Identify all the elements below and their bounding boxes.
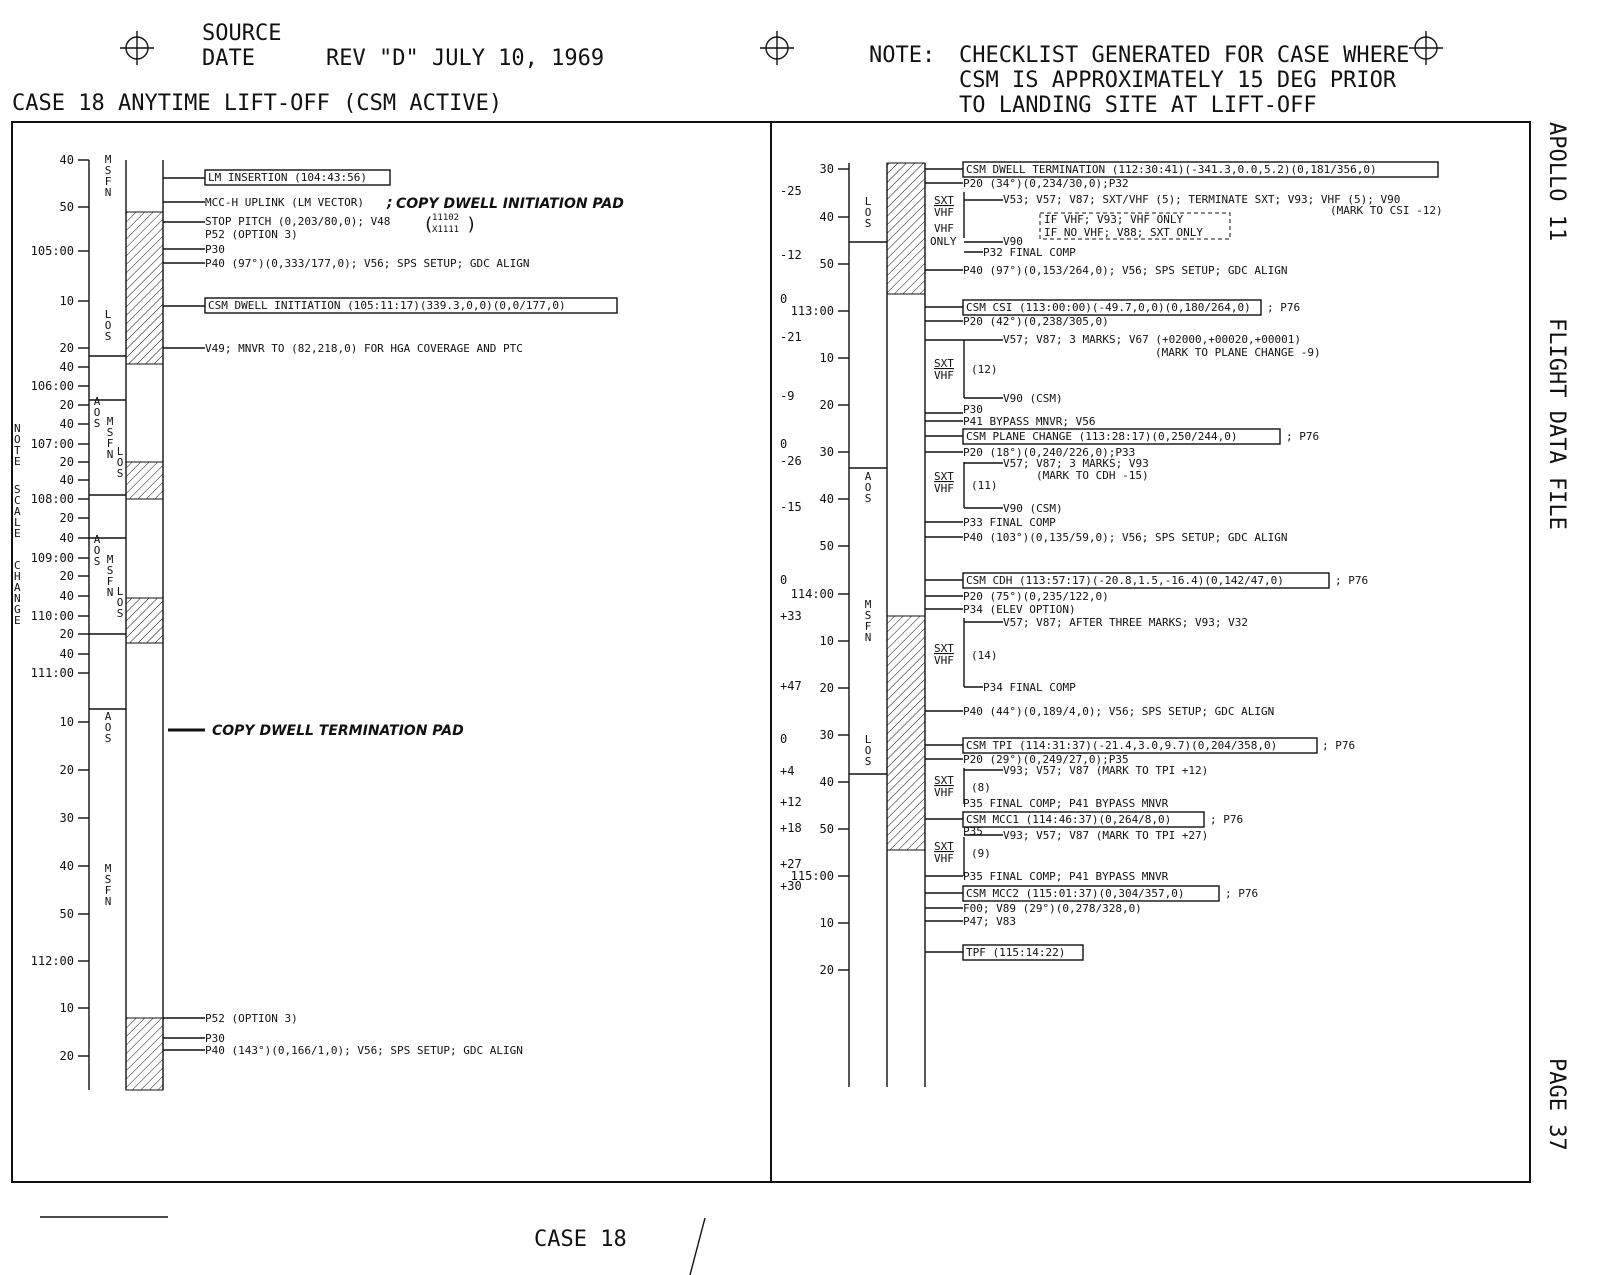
sxt-label-4: SXT [934,642,954,655]
handwritten-copy-dwell-termination: COPY DWELL TERMINATION PAD [212,723,464,739]
mark-to-csi: (MARK TO CSI -12) [1330,204,1443,217]
right-offset-column [780,184,802,893]
footer-case: CASE 18 [534,1227,627,1252]
right-time-axis [791,162,849,977]
event-lm-insertion: LM INSERTION (104:43:56) [208,171,367,184]
left-band-los-char: L [116,585,124,598]
left-tick-label: 20 [59,1049,74,1063]
svg-text:;: ; [387,195,393,211]
left-tick-label: 10 [59,715,74,729]
left-band-aos-char: O [104,721,112,734]
right-offset-label: -9 [780,389,795,403]
right-offset-label: +33 [780,609,802,623]
event-tpf: TPF (115:14:22) [966,946,1066,959]
right-tick-label: 20 [819,398,834,412]
right-band-los-char: O [864,206,872,219]
event-v90: V90 [1003,235,1023,248]
left-band-aos-char: S [93,555,101,568]
event-v93-tpi-27: V93; V57; V87 (MARK TO TPI +27) [1003,829,1209,842]
right-band-msfn-char: S [864,609,872,622]
event-p40-44: P40 (44°)(0,189/4,0); V56; SPS SETUP; GDC ALIGN [963,705,1275,718]
event-v57-3marks-v67: V57; V87; 3 MARKS; V67 (+02000,+00020,+00001) [1003,333,1302,346]
left-band-los-char: L [116,445,124,458]
left-band-los-char: S [116,467,124,480]
note-scale-change [14,422,21,627]
event-csm-dwell-termination: CSM DWELL TERMINATION (112:30:41)(-341.3,0.0,5.2)(0,181/356,0) [966,163,1377,176]
right-band-los-char: L [864,195,872,208]
left-tick-label: 40 [59,859,74,873]
vhf-only-line-2: ONLY [930,235,957,248]
event-p40-97-right: P40 (97°)(0,153/264,0); V56; SPS SETUP; GDC ALIGN [963,264,1288,277]
svg-text:N: N [14,592,21,605]
event-stop-pitch: STOP PITCH (0,203/80,0); V48 [205,215,391,228]
left-band-msfn-char: S [106,426,114,439]
left-tick-label: 20 [59,511,74,525]
event-p30: P30 [205,243,225,256]
event-p20-18: P20 (18°)(0,240/226,0);P33 [963,446,1136,459]
left-tick-label: 110:00 [30,609,74,623]
left-band-msfn-char: S [106,564,114,577]
event-v90-csm-1: V90 (CSM) [1003,392,1063,405]
event-p40-97: P40 (97°)(0,333/177,0); V56; SPS SETUP; GDC ALIGN [205,257,530,270]
event-csm-mcc1: CSM MCC1 (114:46:37)(0,264/8,0) [966,813,1172,826]
right-comm-bands [865,195,872,768]
right-offset-label: 0 [780,437,788,451]
right-tick-label: 40 [819,210,834,224]
csi-p76: ; P76 [1267,301,1301,314]
source-label: SOURCE [202,21,282,46]
event-v90-csm-2: V90 (CSM) [1003,502,1063,515]
event-v53-sxt-vhf: V53; V57; V87; SXT/VHF (5); TERMINATE SXT; V93; VHF (5); V90 [1003,193,1401,206]
left-tick-label: 20 [59,341,74,355]
svg-text:E: E [14,455,21,468]
left-tick-label: 50 [59,200,74,214]
left-band-aos-char: S [93,417,101,430]
left-events [163,170,624,1057]
event-p40-103: P40 (103°)(0,135/59,0); V56; SPS SETUP; GDC ALIGN [963,531,1288,544]
cdh-p76: ; P76 [1335,574,1369,587]
left-tick-label: 40 [59,473,74,487]
side-file: FLIGHT DATA FILE [1544,318,1569,530]
plane-change-p76: ; P76 [1286,430,1320,443]
event-p20-29: P20 (29°)(0,249/27,0);P35 [963,753,1129,766]
tpi-p76: ; P76 [1322,739,1356,752]
left-hatch-3 [126,598,163,643]
right-offset-label: -21 [780,330,802,344]
event-p34-final: P34 FINAL COMP [983,681,1076,694]
right-tick-label: 50 [819,539,834,553]
left-band-aos-char: A [93,533,101,546]
event-csm-tpi: CSM TPI (114:31:37)(-21.4,3.0,9.7)(0,204/358,0) [966,739,1278,752]
left-hatch-1 [126,212,163,364]
svg-text:E: E [14,527,21,540]
right-tick-label: 20 [819,963,834,977]
left-tick-label: 40 [59,153,74,167]
right-band-msfn-char: F [864,620,872,633]
left-band-msfn-char: N [104,186,112,199]
right-offset-label: -26 [780,454,802,468]
left-tick-label: 105:00 [30,244,74,258]
event-mcc-h-uplink: MCC-H UPLINK (LM VECTOR) [205,196,364,209]
vhf-label-4: VHF [934,654,954,667]
svg-text:G: G [14,603,21,616]
vhf-label-5: VHF [934,786,954,799]
note-line-1: CHECKLIST GENERATED FOR CASE WHERE [959,43,1410,68]
right-tick-label: 115:00 [790,869,834,883]
left-tick-label: 112:00 [30,954,74,968]
right-tick-label: 30 [819,445,834,459]
right-offset-label: -12 [780,248,802,262]
left-band-los-char: L [104,308,112,321]
left-band-los-char: S [104,330,112,343]
sxt-label-5: SXT [934,774,954,787]
left-band-los-char: O [116,456,124,469]
event-p35-final-2: P35 FINAL COMP; P41 BYPASS MNVR [963,870,1169,883]
event-csm-plane-change: CSM PLANE CHANGE (113:28:17)(0,250/244,0) [966,430,1238,443]
svg-text:S: S [14,483,21,496]
event-p20-42: P20 (42°)(0,238/305,0) [963,315,1109,328]
vhf-label-2: VHF [934,369,954,382]
right-tick-label: 40 [819,492,834,506]
left-tick-label: 109:00 [30,551,74,565]
mark-to-plane-change: (MARK TO PLANE CHANGE -9) [1155,346,1321,359]
svg-text:A: A [14,581,21,594]
right-offset-label: +18 [780,821,802,835]
right-band-msfn-char: M [864,598,872,611]
left-band-aos-char: A [93,395,101,408]
footer-slash [690,1218,705,1275]
left-band-msfn-char: F [104,884,112,897]
event-p30-right: P30 [963,403,983,416]
left-band-msfn-char: M [104,153,112,166]
right-offset-label: -25 [780,184,802,198]
event-p34-elev: P34 (ELEV OPTION) [963,603,1076,616]
svg-text:E: E [14,614,21,627]
right-band-aos-char: S [864,492,872,505]
right-offset-label: +4 [780,764,795,778]
left-tick-label: 40 [59,531,74,545]
left-band-los-char: O [116,596,124,609]
svg-text:L: L [14,516,21,529]
left-band-msfn-char: M [106,553,114,566]
right-offset-label: +12 [780,795,802,809]
case-title: CASE 18 ANYTIME LIFT-OFF (CSM ACTIVE) [12,91,503,116]
event-if-no-vhf: IF NO VHF; V88; SXT ONLY [1044,226,1203,239]
mark-count-12: (12) [971,363,998,376]
sxt-label-3: SXT [934,470,954,483]
right-timeline [849,163,925,1087]
left-tick-label: 111:00 [30,666,74,680]
right-offset-label: +27 [780,857,802,871]
event-p35-final-1: P35 FINAL COMP; P41 BYPASS MNVR [963,797,1169,810]
right-offset-label: -15 [780,500,802,514]
handwritten-copy-dwell-initiation: COPY DWELL INITIATION PAD [396,196,624,212]
mcc1-p76: ; P76 [1210,813,1244,826]
left-band-msfn-char: M [106,415,114,428]
left-tick-label: 40 [59,360,74,374]
right-tick-label: 50 [819,822,834,836]
mark-count-11: (11) [971,479,998,492]
right-tick-label: 30 [819,162,834,176]
left-time-axis [31,153,89,1063]
left-band-msfn-char: N [104,895,112,908]
left-band-msfn-char: F [104,175,112,188]
right-offset-label: +30 [780,879,802,893]
event-p33-final: P33 FINAL COMP [963,516,1056,529]
left-tick-label: 20 [59,398,74,412]
event-if-vhf: IF VHF; V93; VHF ONLY [1044,213,1184,226]
event-csm-cdh: CSM CDH (113:57:17)(-20.8,1.5,-16.4)(0,142/47,0) [966,574,1284,587]
event-v93-tpi-12: V93; V57; V87 (MARK TO TPI +12) [1003,764,1209,777]
svg-text:H: H [14,570,21,583]
right-tick-label: 113:00 [790,304,834,318]
mark-count-14: (14) [971,649,998,662]
right-band-los-char: S [864,755,872,768]
mark-to-cdh: (MARK TO CDH -15) [1036,469,1149,482]
left-tick-label: 30 [59,811,74,825]
svg-text:T: T [14,444,21,457]
right-offset-label: 0 [780,573,788,587]
event-v49-mnvr: V49; MNVR TO (82,218,0) FOR HGA COVERAGE AND PTC [205,342,523,355]
right-band-los-char: S [864,217,872,230]
event-p40-143: P40 (143°)(0,166/1,0); V56; SPS SETUP; GDC ALIGN [205,1044,523,1057]
right-tick-label: 30 [819,728,834,742]
svg-text:O: O [14,433,21,446]
svg-text:C: C [14,494,21,507]
event-p20-34: P20 (34°)(0,234/30,0);P32 [963,177,1129,190]
vhf-only-line-1: VHF [934,222,954,235]
svg-text:): ) [466,214,477,235]
left-tick-label: 20 [59,627,74,641]
left-tick-label: 10 [59,1001,74,1015]
right-band-msfn-char: N [864,631,872,644]
left-band-los-char: S [116,607,124,620]
left-band-msfn-char: N [106,586,114,599]
left-band-msfn-char: S [104,164,112,177]
left-band-msfn-char: F [106,575,114,588]
dap-code-1: 11102 [432,213,460,223]
note-line-2: CSM IS APPROXIMATELY 15 DEG PRIOR [959,68,1397,93]
revision-date: REV "D" JULY 10, 1969 [326,46,605,71]
event-p52-option3-late: P52 (OPTION 3) [205,1012,298,1025]
event-f00-v89: F00; V89 (29°)(0,278/328,0) [963,902,1142,915]
page-number: PAGE 37 [1544,1058,1569,1151]
left-tick-label: 50 [59,907,74,921]
left-band-aos-char: S [104,732,112,745]
left-tick-label: 107:00 [30,437,74,451]
left-hatch-2 [126,462,163,499]
dap-code-2: X1111 [432,225,460,235]
right-tick-label: 20 [819,681,834,695]
right-tick-label: 114:00 [790,587,834,601]
left-band-msfn-char: S [104,873,112,886]
sxt-label-1: SXT [934,194,954,207]
right-hatch-2 [887,616,925,850]
left-band-msfn-char: N [106,448,114,461]
event-p47-v83: P47; V83 [963,915,1016,928]
date-label: DATE [202,46,255,71]
right-offset-label: 0 [780,292,788,306]
svg-text:(: ( [423,214,434,235]
event-csm-dwell-initiation: CSM DWELL INITIATION (105:11:17)(339.3,0,0)(0,0/177,0) [208,299,566,312]
right-offset-label: 0 [780,732,788,746]
event-p41-bypass: P41 BYPASS MNVR; V56 [963,415,1096,428]
registration-mark-1-icon [120,31,154,65]
left-band-aos-char: O [93,406,101,419]
left-tick-label: 108:00 [30,492,74,506]
left-comm-bands [94,153,124,908]
left-tick-label: 40 [59,647,74,661]
registration-mark-2-icon [760,31,794,65]
event-after-three-marks: V57; V87; AFTER THREE MARKS; V93; V32 [1003,616,1249,629]
registration-mark-3-icon [1409,31,1443,65]
left-band-msfn-char: M [104,862,112,875]
mcc2-p76: ; P76 [1225,887,1259,900]
right-offset-label: +47 [780,679,802,693]
event-p30-late: P30 [205,1032,225,1045]
event-p35: P35 [963,825,983,838]
left-timeline [89,160,163,1090]
side-title: APOLLO 11 [1544,122,1569,242]
sxt-label-2: SXT [934,357,954,370]
right-band-los-char: O [864,744,872,757]
left-band-aos-char: O [93,544,101,557]
event-v57-3marks-v93: V57; V87; 3 MARKS; V93 [1003,457,1149,470]
left-hatch-4 [126,1018,163,1090]
left-band-aos-char: A [104,710,112,723]
mark-count-9: (9) [971,847,991,860]
event-csm-mcc2: CSM MCC2 (115:01:37)(0,304/357,0) [966,887,1185,900]
event-csm-csi: CSM CSI (113:00:00)(-49.7,0,0)(0,180/264,0) [966,301,1251,314]
right-hatch-1 [887,163,925,294]
left-tick-label: 40 [59,589,74,603]
vhf-label-3: VHF [934,482,954,495]
svg-text:C: C [14,559,21,572]
mark-count-8: (8) [971,781,991,794]
vhf-label-6: VHF [934,852,954,865]
svg-text:A: A [14,505,21,518]
event-p52-option3: P52 (OPTION 3) [205,228,298,241]
left-tick-label: 40 [59,417,74,431]
note-label: NOTE: [869,43,936,68]
right-tick-label: 10 [819,916,834,930]
sxt-label-6: SXT [934,840,954,853]
right-band-aos-char: O [864,481,872,494]
left-tick-label: 10 [59,294,74,308]
right-tick-label: 50 [819,257,834,271]
right-tick-label: 10 [819,634,834,648]
note-line-3: TO LANDING SITE AT LIFT-OFF [959,93,1317,118]
svg-text:N: N [14,422,21,435]
right-tick-label: 40 [819,775,834,789]
event-p20-75: P20 (75°)(0,235/122,0) [963,590,1109,603]
right-events [925,162,1443,960]
right-tick-label: 10 [819,351,834,365]
right-band-aos-char: A [864,470,872,483]
left-tick-label: 20 [59,455,74,469]
left-tick-label: 106:00 [30,379,74,393]
right-band-los-char: L [864,733,872,746]
event-p32-final-comp: P32 FINAL COMP [983,246,1076,259]
left-band-los-char: O [104,319,112,332]
left-band-msfn-char: F [106,437,114,450]
vhf-label-1: VHF [934,206,954,219]
left-tick-label: 20 [59,569,74,583]
left-tick-label: 20 [59,763,74,777]
